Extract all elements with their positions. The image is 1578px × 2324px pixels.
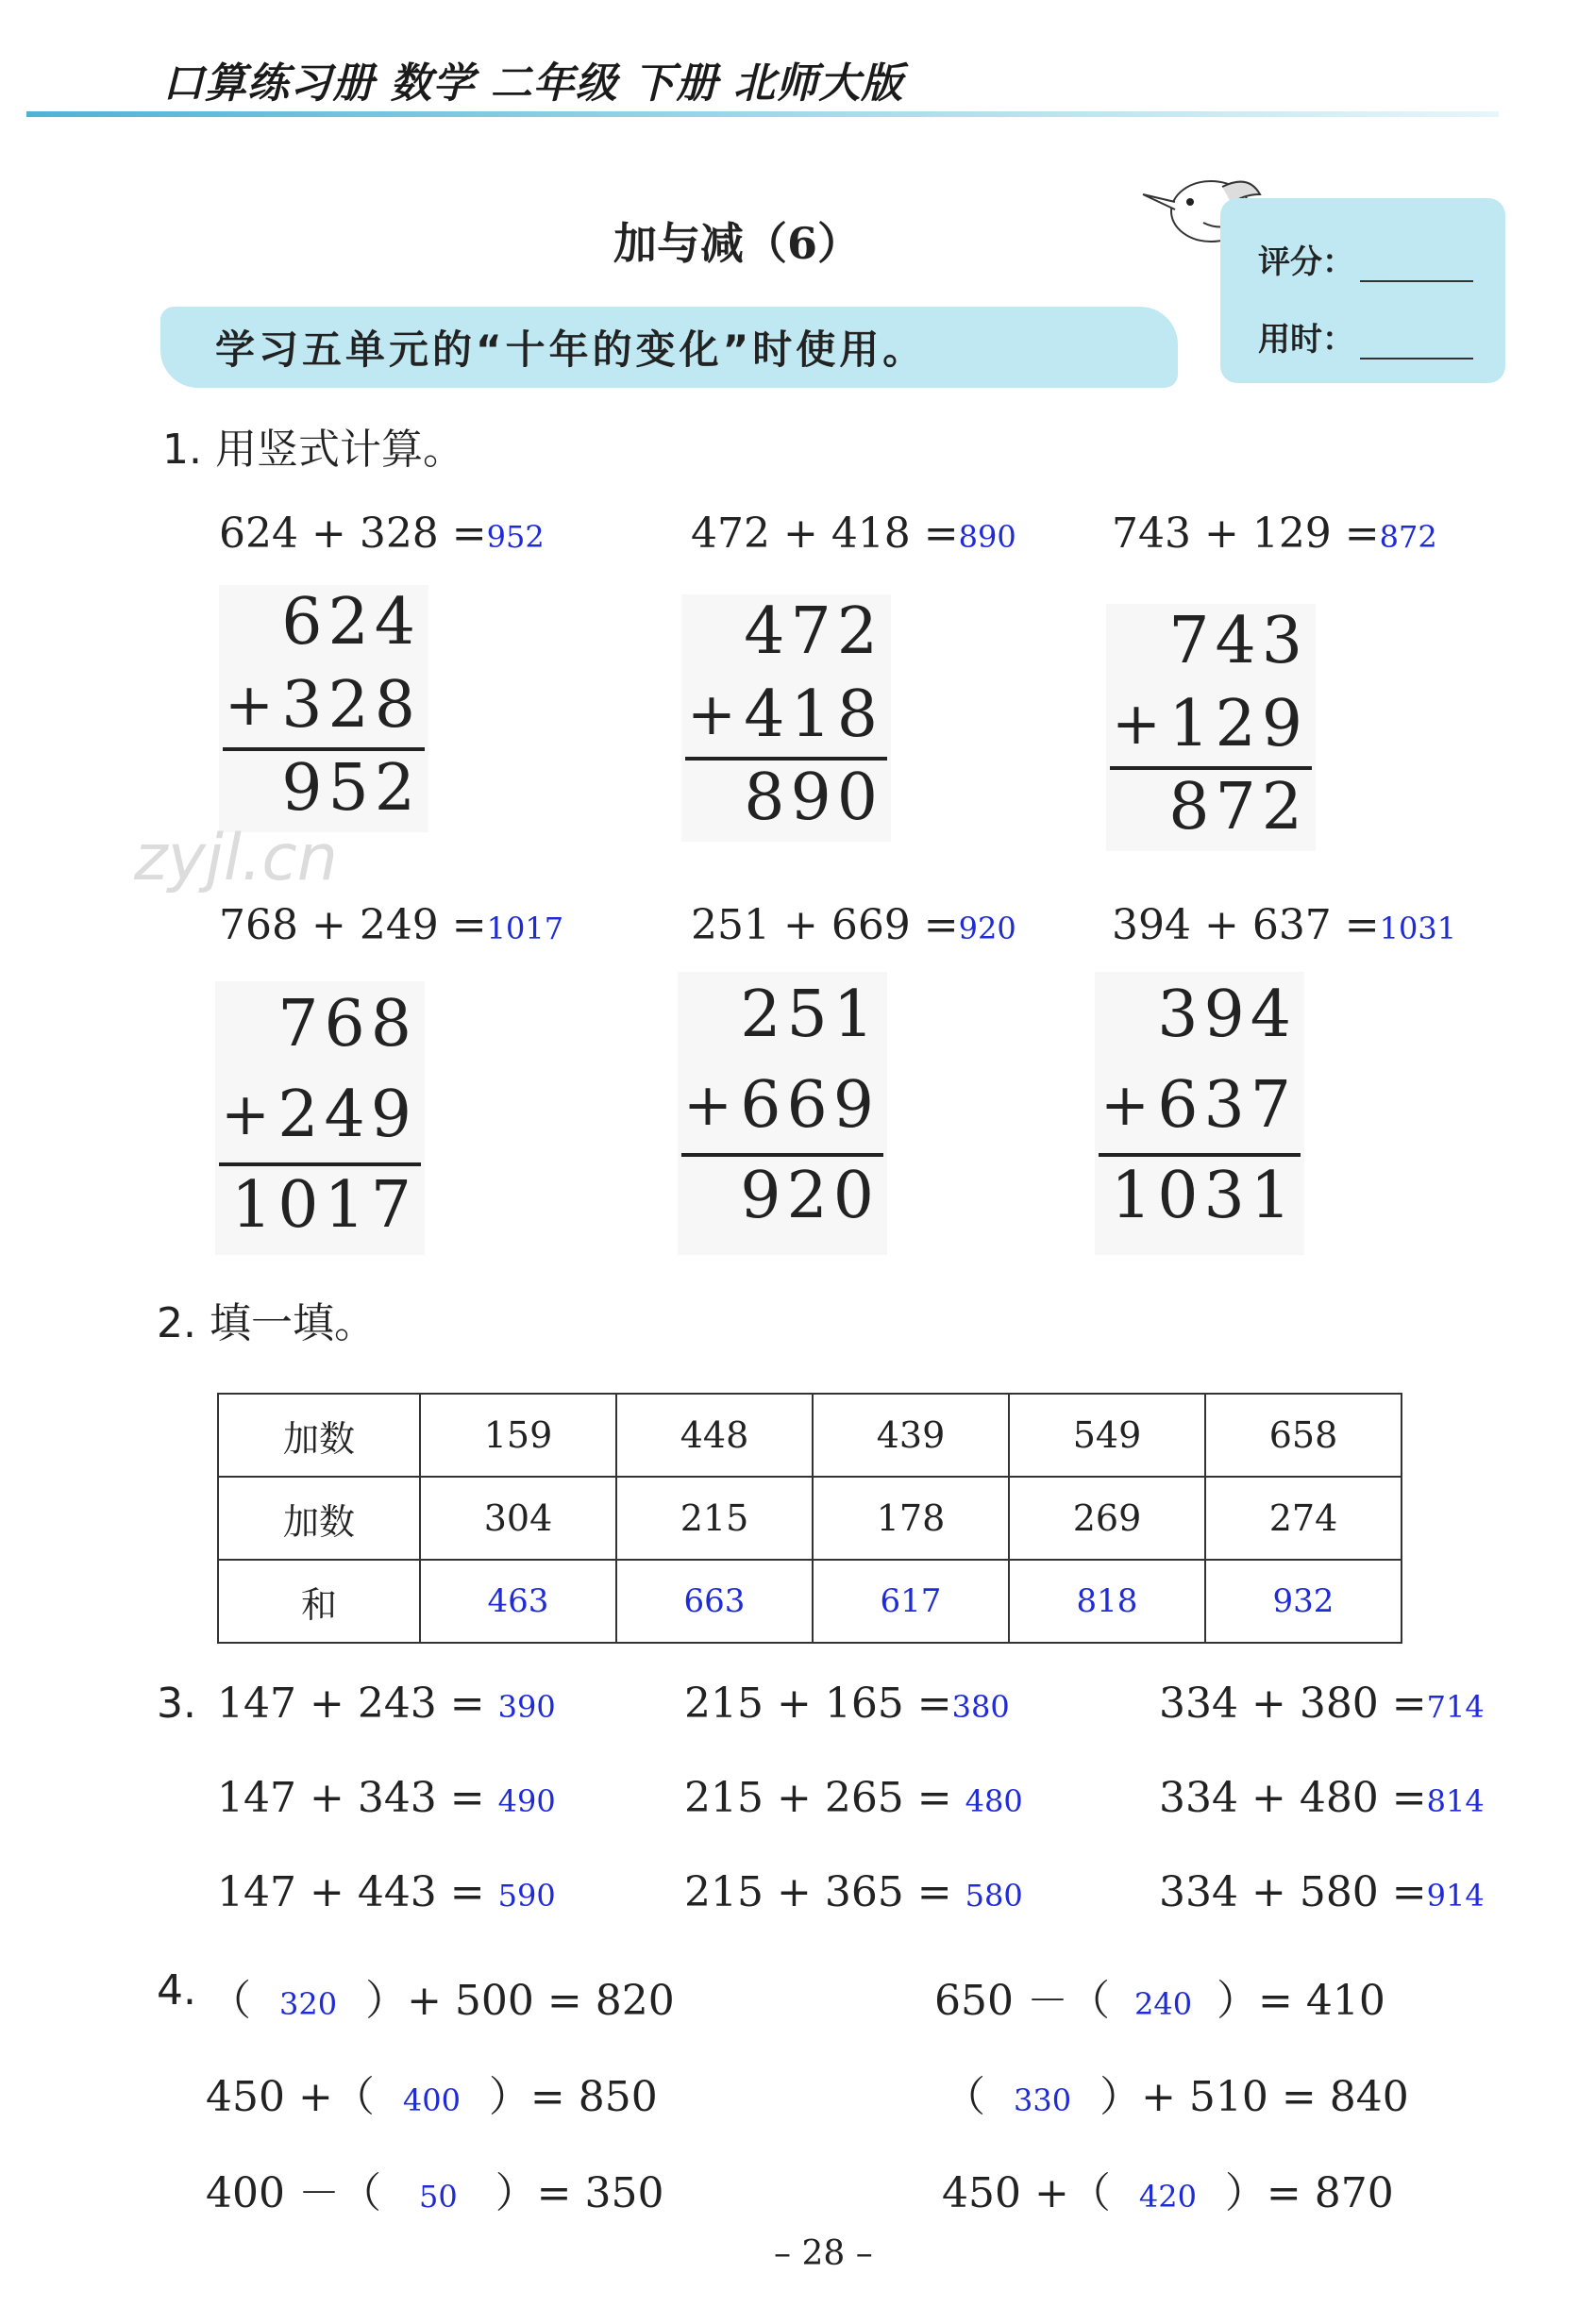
equation-item	[684, 1868, 1023, 1916]
fill-blank-equation	[206, 2159, 664, 2219]
table-cell: 549	[1009, 1394, 1205, 1477]
section-2-label: 2. 填一填。	[157, 1299, 376, 1347]
table-cell: 269	[1009, 1477, 1205, 1560]
sum-cell[interactable]: 463	[420, 1560, 616, 1643]
time-blank[interactable]	[1360, 326, 1473, 359]
time-label: 用时：	[1258, 321, 1354, 359]
table-cell: 274	[1205, 1477, 1402, 1560]
table-cell: 215	[616, 1477, 813, 1560]
equation-text: 334 + 580 =	[1159, 1868, 1427, 1916]
fill-blank-equation	[206, 2063, 658, 2123]
addend-top: 472	[744, 594, 883, 669]
answer: 390	[497, 1689, 556, 1725]
equation-item	[1159, 1774, 1485, 1822]
sum-cell[interactable]: 663	[616, 1560, 813, 1643]
banner-text: 学习五单元的“十年的变化”时使用。	[215, 326, 927, 373]
equation-text: 251 + 669 =	[691, 901, 959, 949]
equation-prefix: 650 －（	[934, 1977, 1110, 2025]
answer: 1031	[1379, 911, 1457, 946]
section-1-label: 1. 用竖式计算。	[162, 426, 464, 474]
equation-item	[684, 1680, 1010, 1728]
equation-prefix: 450 +（	[206, 2073, 375, 2121]
row-header: 加数	[218, 1394, 420, 1477]
equation-text: 334 + 480 =	[1159, 1774, 1427, 1822]
equation-suffix: ）= 850	[488, 2073, 658, 2121]
answer: 580	[965, 1878, 1023, 1914]
vertical-calc-1	[219, 585, 428, 832]
addend-bottom: 637	[1157, 1068, 1297, 1143]
score-row	[1258, 236, 1473, 282]
equation-text: 768 + 249 =	[219, 901, 487, 949]
equation-5	[691, 901, 1016, 949]
score-box	[1220, 198, 1505, 383]
answer: 914	[1426, 1878, 1485, 1914]
equation-item	[217, 1680, 556, 1728]
fill-blank-equation	[944, 2063, 1409, 2123]
equation-prefix: 450 +（	[942, 2169, 1111, 2217]
plus-sign: +	[1112, 689, 1161, 758]
vertical-calc-2	[681, 594, 891, 842]
table-cell: 439	[813, 1394, 1009, 1477]
sum-cell[interactable]: 932	[1205, 1560, 1402, 1643]
vertical-calc-4	[215, 981, 425, 1255]
answer: 490	[497, 1783, 556, 1819]
blank-answer[interactable]: 240	[1133, 1986, 1193, 2022]
table-cell: 304	[420, 1477, 616, 1560]
equation-text: 215 + 265 =	[684, 1774, 952, 1822]
table-cell: 448	[616, 1394, 813, 1477]
watermark: zyjl.cn	[134, 821, 338, 895]
vertical-calc-6	[1095, 972, 1304, 1255]
section-3-label: 3.	[157, 1680, 196, 1728]
equation-item	[1159, 1680, 1485, 1728]
equation-text: 147 + 443 =	[217, 1868, 485, 1916]
plus-sign: +	[1100, 1070, 1150, 1139]
plus-sign: +	[687, 679, 736, 748]
equation-text: 472 + 418 =	[691, 510, 959, 558]
addend-bottom: 129	[1168, 687, 1308, 761]
equation-item	[217, 1774, 556, 1822]
addend-top: 251	[740, 978, 880, 1052]
equation-prefix: 400 －（	[206, 2169, 381, 2217]
equation-text: 334 + 380 =	[1159, 1680, 1427, 1728]
sum-result: 1031	[1110, 1159, 1297, 1233]
sum-result: 952	[281, 751, 421, 826]
header-divider	[26, 111, 1499, 117]
fill-blank-equation	[934, 1966, 1385, 2027]
equation-prefix: （	[210, 1977, 251, 2025]
equation-text: 624 + 328 =	[219, 510, 487, 558]
addend-bottom: 328	[281, 668, 421, 743]
sum-cell[interactable]: 617	[813, 1560, 1009, 1643]
equation-2	[691, 510, 1016, 558]
addend-top: 624	[281, 585, 421, 660]
row-header: 加数	[218, 1477, 420, 1560]
equation-text: 743 + 129 =	[1112, 510, 1380, 558]
table-cell: 159	[420, 1394, 616, 1477]
table-row	[218, 1394, 1402, 1477]
fill-table	[217, 1393, 1402, 1644]
equation-text: 394 + 637 =	[1112, 901, 1380, 949]
equation-item	[217, 1868, 556, 1916]
answer: 480	[965, 1783, 1023, 1819]
section-4-label: 4.	[157, 1966, 196, 2015]
equation-4	[219, 901, 563, 949]
answer: 1017	[486, 911, 564, 946]
addend-top: 743	[1168, 604, 1308, 678]
sum-line	[1099, 1153, 1301, 1157]
addend-bottom: 669	[740, 1068, 880, 1143]
fill-blank-equation	[210, 1966, 675, 2027]
lesson-title: 加与减（6）	[613, 218, 862, 269]
plus-sign: +	[683, 1070, 732, 1139]
equation-item	[684, 1774, 1023, 1822]
equation-suffix: ）= 870	[1224, 2169, 1394, 2217]
blank-answer[interactable]: 50	[418, 2179, 458, 2215]
blank-answer[interactable]: 400	[402, 2082, 461, 2118]
usage-banner	[160, 307, 1178, 388]
answer: 952	[486, 519, 545, 555]
score-label: 评分：	[1258, 243, 1354, 281]
equation-text: 215 + 165 =	[684, 1680, 952, 1728]
sum-line	[219, 1162, 421, 1166]
equation-suffix: ）+ 510 = 840	[1100, 2073, 1409, 2121]
blank-answer[interactable]: 420	[1138, 2179, 1197, 2215]
answer: 814	[1426, 1783, 1485, 1819]
book-title: 口算练习册 数学 二年级 下册 北师大版	[162, 59, 904, 108]
equation-suffix: ）= 350	[495, 2169, 664, 2217]
sum-cell[interactable]: 818	[1009, 1560, 1205, 1643]
plus-sign: +	[225, 670, 274, 739]
equation-text: 147 + 343 =	[217, 1774, 485, 1822]
plus-sign: +	[221, 1079, 270, 1148]
answer: 714	[1426, 1689, 1485, 1725]
answer: 380	[951, 1689, 1010, 1725]
page-number: – 28 –	[774, 2234, 873, 2273]
equation-prefix: （	[944, 2073, 985, 2121]
answer: 590	[497, 1878, 556, 1914]
equation-suffix: ）= 410	[1217, 1977, 1385, 2025]
equation-1	[219, 510, 545, 558]
equation-6	[1112, 901, 1456, 949]
blank-answer[interactable]: 330	[1014, 2082, 1072, 2118]
sum-line	[681, 1153, 883, 1157]
equation-text: 147 + 243 =	[217, 1680, 485, 1728]
sum-result: 872	[1168, 770, 1308, 844]
addend-top: 768	[277, 987, 417, 1062]
score-blank[interactable]	[1360, 248, 1473, 282]
vertical-calc-3	[1106, 604, 1316, 851]
equation-suffix: ）+ 500 = 820	[365, 1977, 675, 2025]
sum-result: 1017	[230, 1168, 417, 1243]
addend-bottom: 249	[277, 1078, 417, 1152]
answer: 890	[958, 519, 1016, 555]
sum-result: 890	[744, 761, 883, 835]
blank-answer[interactable]: 320	[279, 1986, 338, 2022]
addend-bottom: 418	[744, 677, 883, 752]
fill-blank-equation	[942, 2159, 1394, 2219]
addend-top: 394	[1157, 978, 1297, 1052]
table-row	[218, 1477, 1402, 1560]
time-row	[1258, 313, 1473, 359]
sum-result: 920	[740, 1159, 880, 1233]
answer: 920	[958, 911, 1016, 946]
table-cell: 658	[1205, 1394, 1402, 1477]
table-cell: 178	[813, 1477, 1009, 1560]
table-row	[218, 1560, 1402, 1643]
equation-text: 215 + 365 =	[684, 1868, 952, 1916]
row-header: 和	[218, 1560, 420, 1643]
answer: 872	[1379, 519, 1437, 555]
equation-3	[1112, 510, 1437, 558]
equation-item	[1159, 1868, 1485, 1916]
vertical-calc-5	[678, 972, 887, 1255]
